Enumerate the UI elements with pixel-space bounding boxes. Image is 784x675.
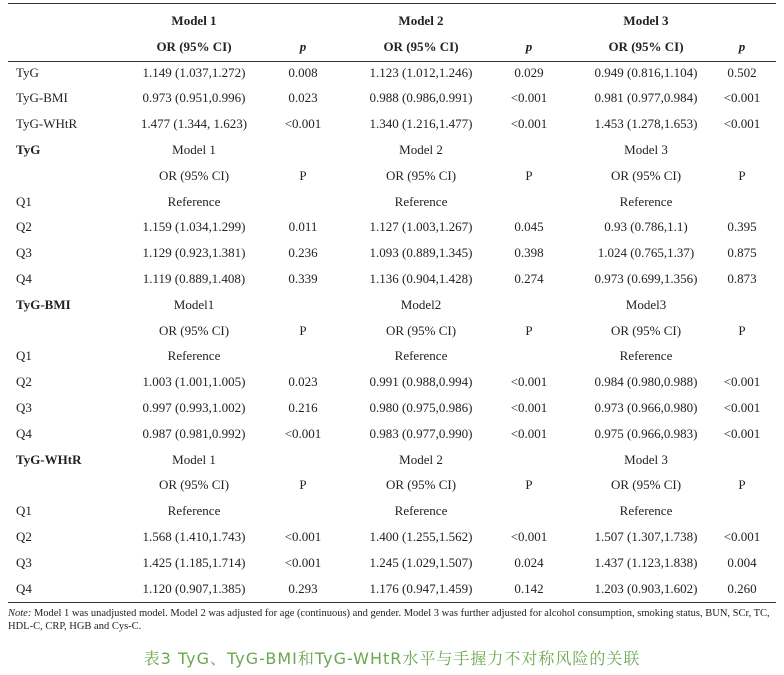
model-heading: Model3 xyxy=(625,296,667,312)
or-value: 1.159 (1.034,1.299) xyxy=(142,219,246,235)
section-title: TyG xyxy=(16,142,41,157)
table-row xyxy=(8,343,776,369)
p-value: 0.260 xyxy=(727,580,757,596)
or-value: 0.987 (0.981,0.992) xyxy=(142,425,246,441)
or-value: 0.984 (0.980,0.988) xyxy=(594,374,698,390)
table-row xyxy=(8,395,776,421)
or-value: 1.400 (1.255,1.562) xyxy=(369,529,473,544)
or-value: Reference xyxy=(394,503,448,519)
model-heading: Model1 xyxy=(173,296,215,312)
p-heading: p xyxy=(299,38,307,54)
or-value: 0.93 (0.786,1.1) xyxy=(604,219,688,235)
section-stat-row xyxy=(8,163,776,189)
section-header-row xyxy=(8,137,776,163)
model-heading: Model 2 xyxy=(399,451,443,467)
p-value: 0.873 xyxy=(727,271,757,286)
or-value: 1.507 (1.307,1.738) xyxy=(594,529,698,544)
p-value: <0.001 xyxy=(510,374,548,390)
or-value: 1.120 (0.907,1.385) xyxy=(142,580,246,596)
table-row xyxy=(8,189,776,215)
or-value: 0.988 (0.986,0.991) xyxy=(369,90,473,106)
or-value: 1.203 (0.903,1.602) xyxy=(594,580,698,596)
p-value: <0.001 xyxy=(723,90,761,106)
table-row xyxy=(8,85,776,111)
or-value: 1.003 (1.001,1.005) xyxy=(142,374,246,390)
row-label: Q4 xyxy=(16,580,32,596)
or-value: 1.149 (1.037,1.272) xyxy=(142,64,246,80)
p-value: <0.001 xyxy=(284,425,322,441)
p-value: 0.236 xyxy=(288,245,318,261)
p-heading: P xyxy=(299,477,307,493)
model-heading: Model 1 xyxy=(172,142,216,157)
p-value: <0.001 xyxy=(510,425,548,441)
or-heading: OR (95% CI) xyxy=(385,477,457,493)
top-rule xyxy=(8,3,776,4)
table-row xyxy=(8,498,776,524)
or-value: 1.123 (1.012,1.246) xyxy=(369,64,473,80)
or-value: 0.973 (0.966,0.980) xyxy=(594,400,698,415)
or-value: 1.340 (1.216,1.477) xyxy=(369,116,473,132)
or-value: Reference xyxy=(167,503,221,519)
row-label: Q3 xyxy=(16,245,32,261)
p-value: 0.875 xyxy=(727,245,757,261)
p-value: 0.398 xyxy=(514,245,544,261)
table-row xyxy=(8,266,776,292)
p-value: <0.001 xyxy=(723,529,761,544)
p-value: <0.001 xyxy=(284,554,322,570)
or-heading: OR (95% CI) xyxy=(156,38,232,54)
model-heading: Model2 xyxy=(400,296,442,312)
p-heading: P xyxy=(738,167,746,183)
or-value: 0.991 (0.988,0.994) xyxy=(369,374,473,390)
or-value: 1.453 (1.278,1.653) xyxy=(594,116,698,132)
model-heading: Model 2 xyxy=(399,142,443,157)
section-title: TyG-BMI xyxy=(16,296,71,312)
table-row xyxy=(8,60,776,86)
section-title: TyG-WHtR xyxy=(16,451,82,467)
or-value: 0.973 (0.951,0.996) xyxy=(142,90,246,106)
p-heading: P xyxy=(525,477,533,493)
p-value: 0.029 xyxy=(514,64,544,80)
p-value: 0.008 xyxy=(288,64,318,80)
p-value: 0.216 xyxy=(288,400,318,415)
row-label: Q3 xyxy=(16,400,32,415)
p-heading: P xyxy=(299,167,307,183)
or-value: 1.477 (1.344, 1.623) xyxy=(140,116,248,132)
bottom-rule xyxy=(8,602,776,603)
row-label: Q2 xyxy=(16,529,32,544)
or-value: 0.997 (0.993,1.002) xyxy=(142,400,246,415)
row-label: Q2 xyxy=(16,219,32,235)
section-header-row xyxy=(8,292,776,318)
table-row xyxy=(8,214,776,240)
row-label: Q3 xyxy=(16,554,32,570)
section-stat-row xyxy=(8,318,776,344)
p-heading: P xyxy=(525,322,533,338)
p-heading: p xyxy=(738,38,746,54)
table-row xyxy=(8,240,776,266)
row-label: Q1 xyxy=(16,348,32,364)
or-heading: OR (95% CI) xyxy=(158,322,230,338)
row-label: TyG-BMI xyxy=(16,90,68,106)
or-value: 1.024 (0.765,1.37) xyxy=(597,245,695,261)
p-value: 0.023 xyxy=(288,90,318,106)
table-note xyxy=(8,607,776,633)
or-value: Reference xyxy=(619,193,673,209)
note-prefix: Note: xyxy=(8,608,32,619)
or-value: 1.425 (1.185,1.714) xyxy=(142,554,246,570)
model-heading: Model 1 xyxy=(171,13,217,28)
or-value: Reference xyxy=(619,503,673,519)
or-value: 1.127 (1.003,1.267) xyxy=(369,219,473,235)
section-stat-row xyxy=(8,472,776,498)
or-heading: OR (95% CI) xyxy=(385,167,457,183)
p-value: 0.142 xyxy=(514,580,544,596)
p-heading: P xyxy=(738,477,746,493)
p-value: 0.023 xyxy=(288,374,318,390)
row-label: Q4 xyxy=(16,425,32,441)
or-heading: OR (95% CI) xyxy=(610,167,682,183)
table-row xyxy=(8,369,776,395)
or-value: 1.245 (1.029,1.507) xyxy=(369,554,473,570)
or-value: Reference xyxy=(394,348,448,364)
or-heading: OR (95% CI) xyxy=(158,477,230,493)
p-value: 0.024 xyxy=(514,554,544,570)
or-value: 0.973 (0.699,1.356) xyxy=(594,271,698,286)
p-value: <0.001 xyxy=(284,116,322,132)
table-row xyxy=(8,550,776,576)
row-label: Q2 xyxy=(16,374,32,390)
or-heading: OR (95% CI) xyxy=(158,167,230,183)
p-value: <0.001 xyxy=(284,529,322,544)
or-value: 1.129 (0.923,1.381) xyxy=(142,245,246,261)
or-value: Reference xyxy=(167,193,221,209)
p-value: 0.395 xyxy=(727,219,757,235)
row-label: Q1 xyxy=(16,503,32,519)
or-heading: OR (95% CI) xyxy=(385,322,457,338)
or-value: 1.176 (0.947,1.459) xyxy=(369,580,473,596)
p-value: <0.001 xyxy=(723,400,761,415)
model-heading: Model 3 xyxy=(624,142,668,157)
table-row xyxy=(8,576,776,602)
p-value: <0.001 xyxy=(723,116,761,132)
table-row xyxy=(8,111,776,137)
table-row xyxy=(8,524,776,550)
or-value: Reference xyxy=(619,348,673,364)
p-value: <0.001 xyxy=(723,374,761,390)
row-label: TyG-WHtR xyxy=(16,116,78,132)
row-label: TyG xyxy=(16,64,39,80)
or-value: 1.437 (1.123,1.838) xyxy=(594,554,698,570)
or-value: 0.949 (0.816,1.104) xyxy=(594,64,698,80)
or-heading: OR (95% CI) xyxy=(610,477,682,493)
model-heading: Model 2 xyxy=(398,13,444,28)
section-header-row xyxy=(8,447,776,473)
note-text: Model 1 was unadjusted model. Model 2 was adjusted for age (continuous) and gender. Model 3 was further adjusted for alcohol consumption, smoking status, BUN, SCr, TC, HDL-C, CRP, HGB and Cys-C. xyxy=(8,608,770,632)
model-heading: Model 3 xyxy=(623,13,669,28)
or-value: Reference xyxy=(167,348,221,364)
p-value: 0.339 xyxy=(288,271,318,286)
p-heading: P xyxy=(738,322,746,338)
p-value: <0.001 xyxy=(723,425,761,441)
p-value: <0.001 xyxy=(510,90,548,106)
p-value: <0.001 xyxy=(510,400,548,415)
or-value: 1.568 (1.410,1.743) xyxy=(142,529,246,544)
row-label: Q1 xyxy=(16,193,32,209)
p-heading: P xyxy=(299,322,307,338)
or-value: 0.981 (0.977,0.984) xyxy=(594,90,698,106)
header-stat-row xyxy=(8,34,776,60)
p-value: 0.011 xyxy=(288,219,318,235)
or-heading: OR (95% CI) xyxy=(608,38,684,54)
table-row xyxy=(8,421,776,447)
or-value: 1.119 (0.889,1.408) xyxy=(142,271,246,286)
p-value: <0.001 xyxy=(510,116,548,132)
p-value: 0.293 xyxy=(288,580,318,596)
model-heading: Model 3 xyxy=(624,451,668,467)
p-value: 0.045 xyxy=(514,219,544,235)
p-heading: p xyxy=(525,38,533,54)
table-caption: 表3 TyG、TyG-BMI和TyG-WHtR水平与手握力不对称风险的关联 xyxy=(143,649,641,668)
p-value: 0.004 xyxy=(727,554,757,570)
p-value: <0.001 xyxy=(510,529,548,544)
row-label: Q4 xyxy=(16,271,32,286)
or-heading: OR (95% CI) xyxy=(610,322,682,338)
or-value: 1.093 (0.889,1.345) xyxy=(369,245,473,261)
p-value: 0.502 xyxy=(727,64,757,80)
or-value: 0.975 (0.966,0.983) xyxy=(594,425,698,441)
or-heading: OR (95% CI) xyxy=(383,38,459,54)
or-value: Reference xyxy=(394,193,448,209)
p-heading: P xyxy=(525,167,533,183)
header-model-row xyxy=(8,8,776,34)
or-value: 0.983 (0.977,0.990) xyxy=(369,425,473,441)
or-value: 1.136 (0.904,1.428) xyxy=(369,271,473,286)
model-heading: Model 1 xyxy=(172,451,216,467)
p-value: 0.274 xyxy=(514,271,544,286)
or-value: 0.980 (0.975,0.986) xyxy=(369,400,473,415)
